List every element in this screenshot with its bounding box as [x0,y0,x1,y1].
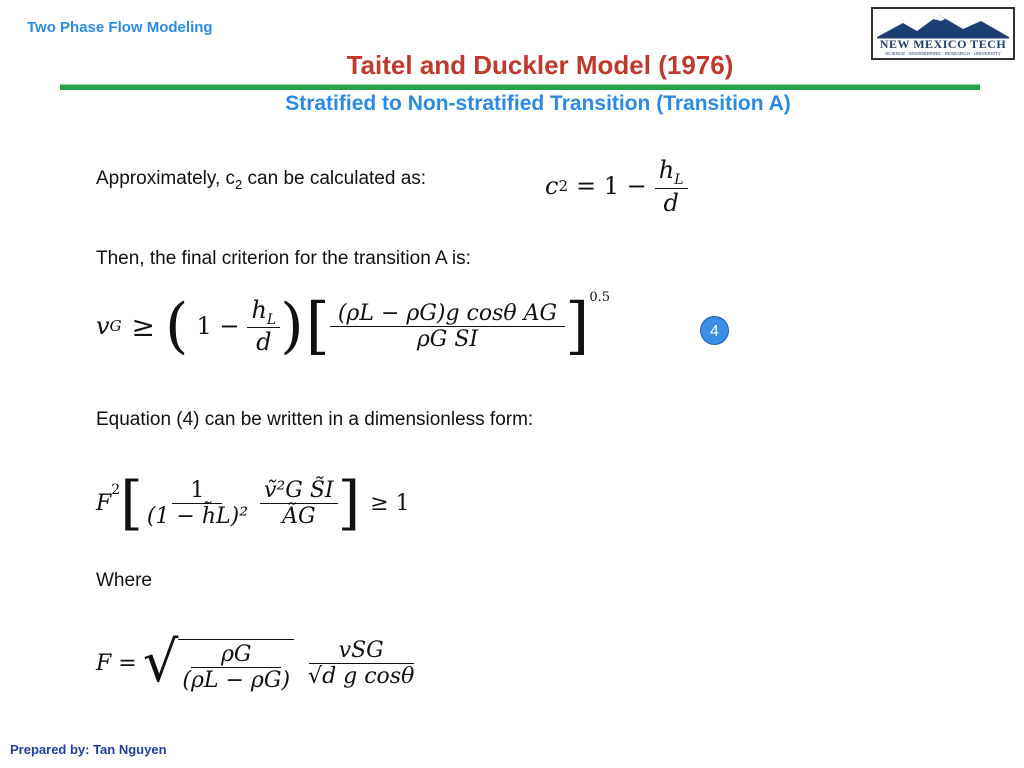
equation-froude: F = √ $\frac{\rho G}{(\rho L - \rho G)}$ $\frac{\text{vSG}}{\text{√d g cosθ}}$ [96,630,415,695]
slide-subtitle: Stratified to Non-stratified Transition (Transition A) [285,92,791,115]
logo-tagline: SCIENCE · ENGINEERING · RESEARCH · UNIVERSITY [885,51,1001,56]
text-criterion-intro: Then, the final criterion for the transition A is: [96,248,471,269]
course-title: Two Phase Flow Modeling [27,19,213,36]
title-divider [60,84,980,90]
equation-criterion: v G ≥ ( 1 − $\frac{h_L}{d}$ ) [ $\frac{\text{(ρL − ρG)g cosθ AG}}{\text{ρG SI}}$ ] $^{0.5}$ [96,289,611,362]
text-c2-intro: Approximately, $c_2$ can be calculated as: [96,168,427,192]
text-dimensionless-intro: Equation (4) can be written in a dimensionless form: [96,409,534,430]
slide-title: Taitel and Duckler Model (1976) [346,50,734,80]
equation-c2: c 2 = 1 − $\frac{h_L}{d}$ [545,156,688,217]
logo-name: NEW MEXICO TECH [879,37,1007,51]
equation-dimensionless: F $^2$ [ $\frac{1}{\text{(1 − h̃L)²}}$ $\frac{\text{ṽ²G S̃I}}{ÃG}$ ] ≥ 1 [96,469,410,537]
equation-number-badge: 4 [700,316,729,345]
footer-author: Prepared by: Tan Nguyen [10,742,167,757]
text-where: Where [96,570,152,591]
